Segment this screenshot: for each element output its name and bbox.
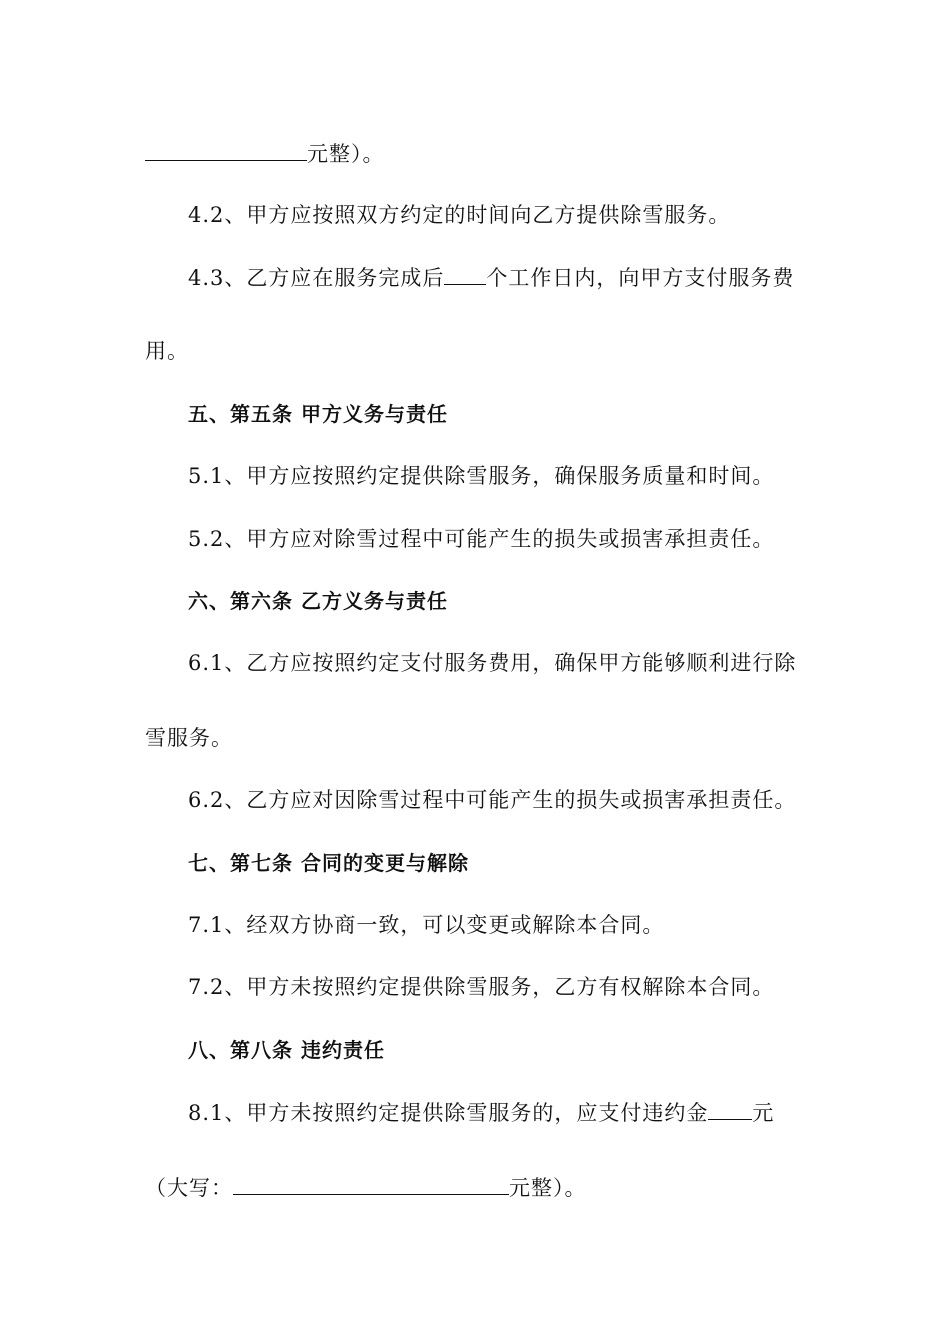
clause-text: 8.1、甲方未按照约定提供除雪服务的，应支付违约金 (188, 1101, 709, 1125)
clause-6-1-continuation: 雪服务。 (145, 726, 233, 750)
blank-field (444, 262, 486, 285)
clause-text-cont: 个工作日内，向甲方支付服务费 (486, 266, 795, 290)
clause-6-2: 6.2、乙方应对因除雪过程中可能产生的损失或损害承担责任。 (188, 788, 797, 812)
blank-field (708, 1097, 752, 1120)
clause-5-2: 5.2、甲方应对除雪过程中可能产生的损失或损害承担责任。 (188, 527, 775, 551)
section-heading-6: 六、第六条 乙方义务与责任 (188, 589, 448, 613)
section-heading-5: 五、第五条 甲方义务与责任 (188, 402, 448, 426)
clause-8-1 (188, 1097, 774, 1128)
clause-5-1: 5.1、甲方应按照约定提供除雪服务，确保服务质量和时间。 (188, 464, 775, 488)
clause-4-3 (188, 262, 794, 293)
line-suffix: 元整）。 (509, 1176, 587, 1200)
clause-4-3-continuation: 用。 (145, 339, 189, 363)
section-heading-8: 八、第八条 违约责任 (188, 1038, 385, 1062)
clause-text-cont: 元 (752, 1101, 775, 1125)
amount-in-words-continuation (145, 138, 385, 169)
clause-6-1: 6.1、乙方应按照约定支付服务费用，确保甲方能够顺利进行除 (188, 651, 797, 675)
clause-4-2: 4.2、甲方应按照双方约定的时间向乙方提供除雪服务。 (188, 203, 731, 227)
section-heading-7: 七、第七条 合同的变更与解除 (188, 851, 469, 875)
clause-7-2: 7.2、甲方未按照约定提供除雪服务，乙方有权解除本合同。 (188, 975, 775, 999)
clause-7-1: 7.1、经双方协商一致，可以变更或解除本合同。 (188, 913, 665, 937)
blank-field (233, 1172, 509, 1195)
clause-text: 4.3、乙方应在服务完成后 (188, 266, 445, 290)
amount-label: （大写： (145, 1176, 233, 1200)
amount-in-words-line (145, 1172, 587, 1203)
line-suffix: 元整）。 (307, 142, 385, 166)
blank-field (145, 138, 307, 161)
